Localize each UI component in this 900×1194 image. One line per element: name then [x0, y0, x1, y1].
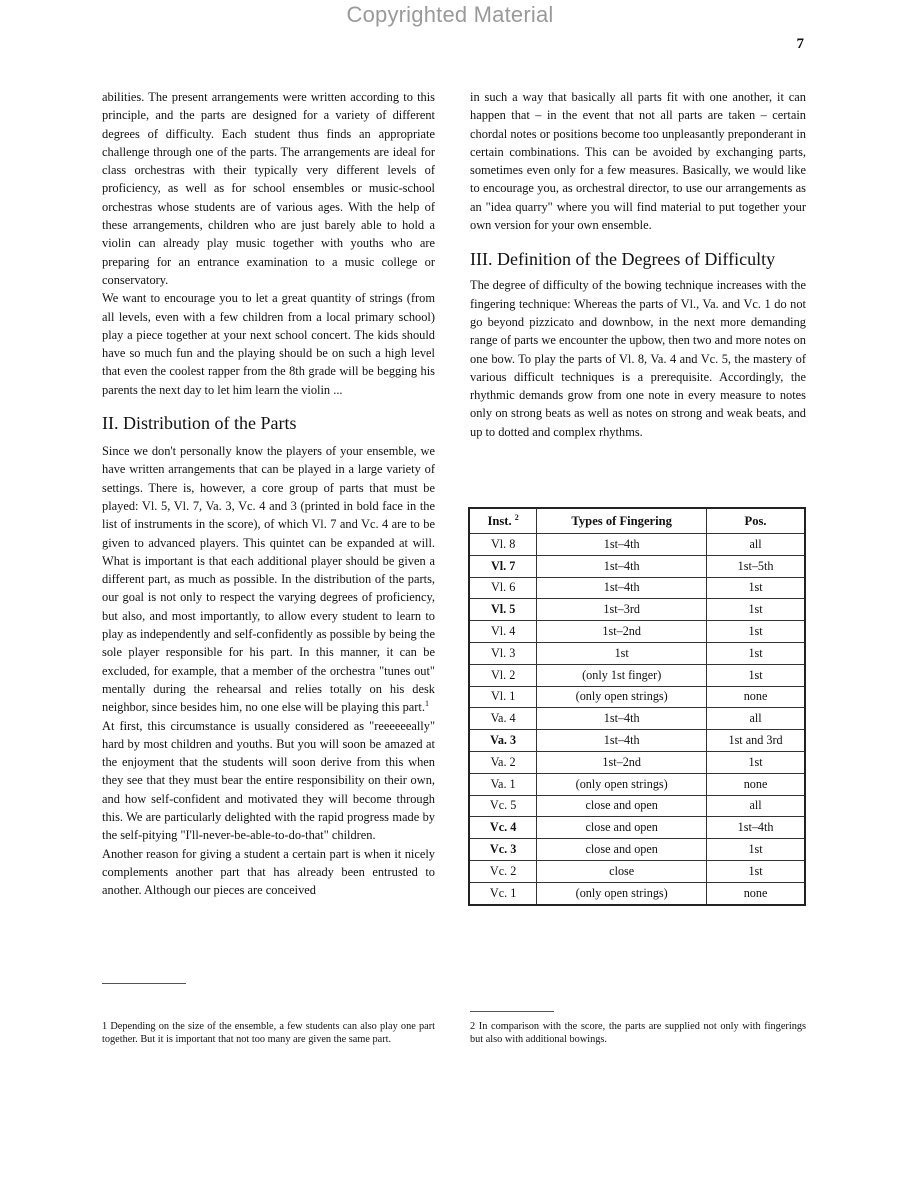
- header-inst-label: Inst.: [487, 513, 512, 528]
- paragraph-text: Since we don't personally know the players of your ensemble, we have written arrangements that can be played in a large variety of settings. There is, however, a core group of parts that must be played: Vl. 5, Vl. 7, Va. 3, Vc. 4 and 3 (printed in bold face in the list of instruments in the score), of which Vl. 7 and Vc. 4 are to be given to advanced players. This quintet can be expanded at will. What is important is that each additional player should be given a different part, as much as possible. In the distribution of the parts, our goal is not only to respect the varying degrees of proficiency, but also, and most importantly, to allow every student to learn to play as independently and self-confidently as possible by being the sole player responsible for his part. In this manner, it can be excluded, for example, that a member of the orchestra "tunes out" mentally during the rehearsal and relies totally on his desk neighbor, since besides him, no one else will be playing this part.: [102, 444, 435, 715]
- table-row: [469, 751, 805, 773]
- right-column: [470, 88, 806, 441]
- table-row: [469, 664, 805, 686]
- footnote-marker: 1: [424, 699, 429, 709]
- table-row: [469, 795, 805, 817]
- cell-pos: none: [707, 882, 805, 904]
- cell-pos: 1st: [707, 577, 805, 599]
- body-paragraph: At first, this circumstance is usually considered as "reeeeeeally" hard by most children and youths. But you will soon be amazed at the enjoyment that the students will soon derive from this when they see that they must bear the entire responsibility on their own, and how self-confident and motivated they will become through this. We are particularly delighted with the rapid progress made by the self-pitying "I'll-never-be-able-to-do-that" children.: [102, 718, 435, 843]
- cell-fingering: close and open: [537, 839, 707, 861]
- difficulty-table: [468, 507, 806, 906]
- cell-fingering: close and open: [537, 817, 707, 839]
- footnote-rule: [102, 983, 186, 984]
- table-row: [469, 730, 805, 752]
- cell-inst: Va. 2: [469, 751, 537, 773]
- cell-inst: Vc. 2: [469, 860, 537, 882]
- header-fingering: Types of Fingering: [537, 508, 707, 534]
- cell-inst: Va. 1: [469, 773, 537, 795]
- cell-fingering: 1st: [537, 642, 707, 664]
- cell-fingering: 1st–2nd: [537, 621, 707, 643]
- cell-fingering: 1st–4th: [537, 577, 707, 599]
- cell-pos: none: [707, 686, 805, 708]
- cell-pos: 1st and 3rd: [707, 730, 805, 752]
- cell-pos: 1st: [707, 599, 805, 621]
- footnote-marker: 2: [514, 512, 519, 522]
- footnote-rule: [470, 1011, 554, 1012]
- cell-pos: 1st: [707, 860, 805, 882]
- cell-fingering: close: [537, 860, 707, 882]
- cell-pos: 1st–4th: [707, 817, 805, 839]
- copyright-watermark: Copyrighted Material: [346, 2, 554, 27]
- cell-pos: all: [707, 534, 805, 556]
- cell-inst: Vl. 2: [469, 664, 537, 686]
- cell-inst: Vc. 1: [469, 882, 537, 904]
- table-header-row: [469, 508, 805, 534]
- cell-pos: 1st: [707, 664, 805, 686]
- table-row: [469, 534, 805, 556]
- cell-fingering: (only 1st finger): [537, 664, 707, 686]
- body-paragraph: We want to encourage you to let a great quantity of strings (from all levels, even with a few children from a local primary school) play a piece together at your next school concert. The kids should have so much fun and the playing should be on such a high level that even the coolest rapper from the 8th grade will be begging his parents the next day to let him learn the violin ...: [102, 291, 435, 397]
- page-number: 7: [796, 36, 804, 52]
- cell-fingering: (only open strings): [537, 686, 707, 708]
- body-paragraph: in such a way that basically all parts fit with one another, it can happen that – in the event that not all parts are taken – certain chordal notes or positions become too unpleasantly preponderant in certain combinations. This can be avoided by exchanging parts, sometimes even only for a few measures. Basically, we would like to encourage you, as orchestral director, to use our arrangements as an "idea quarry" where you will find material to put together your own version for your own ensemble.: [470, 90, 806, 233]
- body-paragraph: [102, 442, 435, 716]
- cell-pos: all: [707, 708, 805, 730]
- cell-pos: 1st: [707, 751, 805, 773]
- section-heading-difficulty: III. Definition of the Degrees of Difficulty: [470, 249, 776, 270]
- body-paragraph: The degree of difficulty of the bowing technique increases with the fingering technique: Whereas the parts of Vl., Va. and Vc. 1 do not go beyond pizzicato and downbow, in the next more demanding range of parts we encounter the upbow, then two and more notes on one bow. To play the parts of Vl. 8, Va. 4 and Vc. 5, the mastery of various difficult techniques is a prerequisite. Accordingly, the rhythmic demands grow from one note in every measure to notes only on strong beats as well as notes on strong and weak beats, and up to dotted and complex rhythms.: [470, 278, 806, 439]
- table-body: [469, 534, 805, 905]
- cell-fingering: 1st–4th: [537, 708, 707, 730]
- cell-inst: Vl. 4: [469, 621, 537, 643]
- header-inst: [469, 508, 537, 534]
- body-paragraph: abilities. The present arrangements were written according to this principle, and the parts are designed for a variety of different degrees of difficulty. Each student thus finds an appropriate challenge through one of the parts. The arrangements are ideal for class orchestras with their typically very different levels of proficiency, as well as for school ensembles or music-school orchestras whose students are of various ages. With the help of these arrangements, children who are just barely able to hold a violin can already play music together with youths who are preparing for an entrance examination to a music college or conservatory.: [102, 90, 435, 287]
- footnote-1: 1 Depending on the size of the ensemble, a few students can also play one part together. But it is important that not too many are given the same part.: [102, 1021, 435, 1046]
- cell-inst: Vl. 5: [469, 599, 537, 621]
- cell-fingering: (only open strings): [537, 773, 707, 795]
- cell-inst: Vl. 8: [469, 534, 537, 556]
- cell-inst: Vc. 5: [469, 795, 537, 817]
- cell-pos: 1st–5th: [707, 555, 805, 577]
- cell-inst: Vc. 4: [469, 817, 537, 839]
- cell-inst: Vc. 3: [469, 839, 537, 861]
- cell-inst: Vl. 3: [469, 642, 537, 664]
- body-paragraph: Another reason for giving a student a certain part is when it nicely complements another part that has already been entrusted to another. Although our pieces are conceived: [102, 846, 435, 898]
- table-row: [469, 599, 805, 621]
- cell-fingering: close and open: [537, 795, 707, 817]
- left-column: [102, 88, 435, 899]
- cell-pos: none: [707, 773, 805, 795]
- cell-fingering: 1st–2nd: [537, 751, 707, 773]
- cell-fingering: 1st–3rd: [537, 599, 707, 621]
- footnote-2: 2 In comparison with the score, the parts are supplied not only with fingerings but also with additional bowings.: [470, 1021, 806, 1046]
- cell-inst: Va. 3: [469, 730, 537, 752]
- cell-pos: 1st: [707, 621, 805, 643]
- table-row: [469, 860, 805, 882]
- cell-fingering: 1st–4th: [537, 730, 707, 752]
- cell-pos: all: [707, 795, 805, 817]
- cell-inst: Vl. 1: [469, 686, 537, 708]
- table-row: [469, 621, 805, 643]
- header-pos: Pos.: [707, 508, 805, 534]
- cell-fingering: 1st–4th: [537, 534, 707, 556]
- cell-inst: Vl. 7: [469, 555, 537, 577]
- table-row: [469, 708, 805, 730]
- table-row: [469, 555, 805, 577]
- table-row: [469, 577, 805, 599]
- table-row: [469, 642, 805, 664]
- cell-inst: Vl. 6: [469, 577, 537, 599]
- table-row: [469, 817, 805, 839]
- table-row: [469, 839, 805, 861]
- cell-pos: 1st: [707, 642, 805, 664]
- cell-inst: Va. 4: [469, 708, 537, 730]
- table-row: [469, 773, 805, 795]
- table-row: [469, 882, 805, 904]
- section-heading-distribution: II. Distribution of the Parts: [102, 413, 297, 434]
- cell-fingering: 1st–4th: [537, 555, 707, 577]
- cell-pos: 1st: [707, 839, 805, 861]
- table-row: [469, 686, 805, 708]
- cell-fingering: (only open strings): [537, 882, 707, 904]
